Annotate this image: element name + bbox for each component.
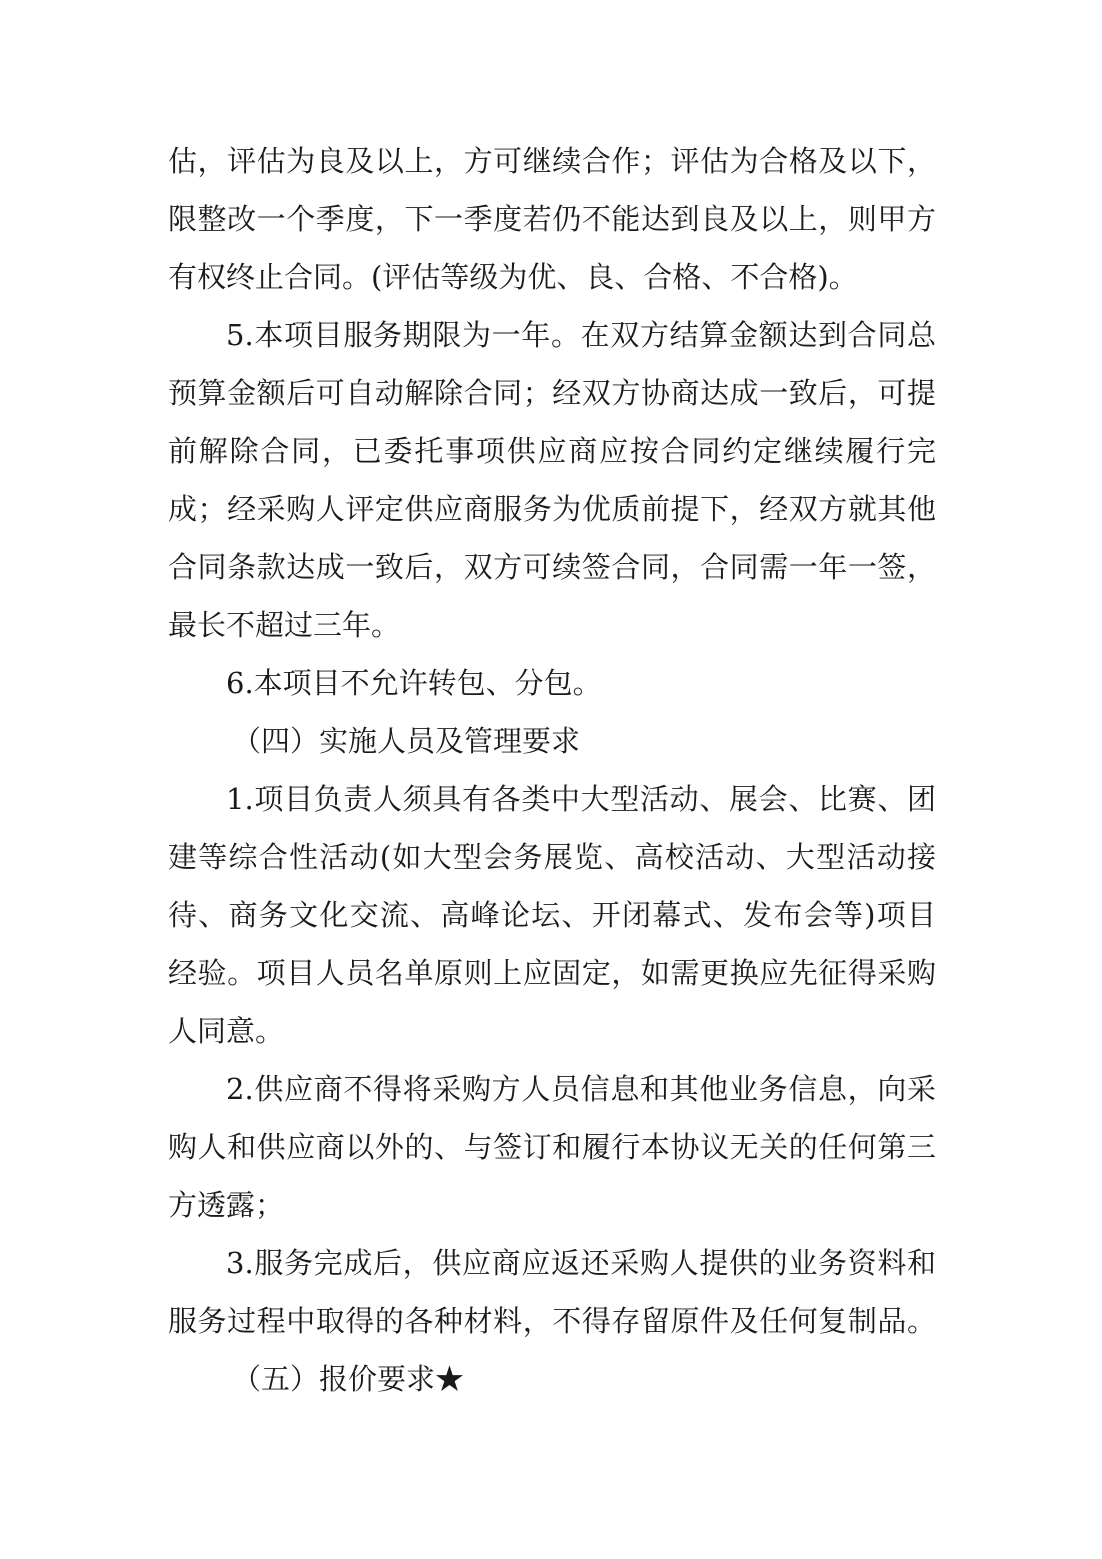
text-line: 待、商务文化交流、高峰论坛、开闭幕式、发布会等)项目 (168, 898, 936, 932)
text-line: 有权终止合同。(评估等级为优、良、合格、不合格)。 (168, 260, 858, 294)
text-line: 服务过程中取得的各种材料，不得存留原件及任何复制品。 (168, 1304, 936, 1338)
section-heading-5 (168, 1350, 936, 1408)
paragraph-item-5 (168, 306, 936, 654)
text-line: 购人和供应商以外的、与签订和履行本协议无关的任何第三 (168, 1130, 936, 1164)
paragraph-item-2 (168, 1060, 936, 1234)
paragraph-item-3 (168, 1234, 936, 1350)
text-line: 建等综合性活动(如大型会务展览、高校活动、大型活动接 (168, 840, 936, 874)
text-line: 最长不超过三年。 (168, 608, 401, 642)
section-heading-4 (168, 712, 936, 770)
text-line: 成；经采购人评定供应商服务为优质前提下，经双方就其他 (168, 492, 936, 526)
text-line: 方透露； (168, 1188, 285, 1222)
text-line: 预算金额后可自动解除合同；经双方协商达成一致后，可提 (168, 376, 936, 410)
heading-text: （四）实施人员及管理要求 (232, 724, 581, 758)
text-line: 估，评估为良及以上，方可继续合作；评估为合格及以下， (168, 144, 936, 178)
text-line: 5.本项目服务期限为一年。在双方结算金额达到合同总 (226, 318, 936, 352)
paragraph-item-6 (168, 654, 936, 712)
text-line: 2.供应商不得将采购方人员信息和其他业务信息，向采 (226, 1072, 936, 1106)
text-line: 1.项目负责人须具有各类中大型活动、展会、比赛、团 (226, 782, 936, 816)
text-line: 合同条款达成一致后，双方可续签合同，合同需一年一签， (168, 550, 936, 584)
heading-text: （五）报价要求★ (232, 1362, 465, 1396)
document-page (168, 132, 936, 1408)
text-line: 6.本项目不允许转包、分包。 (226, 666, 602, 700)
text-line: 人同意。 (168, 1014, 285, 1048)
text-line: 3.服务完成后，供应商应返还采购人提供的业务资料和 (226, 1246, 936, 1280)
paragraph-evaluation-continued (168, 132, 936, 306)
text-line: 经验。项目人员名单原则上应固定，如需更换应先征得采购 (168, 956, 936, 990)
paragraph-item-1 (168, 770, 936, 1060)
text-line: 前解除合同，已委托事项供应商应按合同约定继续履行完 (168, 434, 936, 468)
text-line: 限整改一个季度，下一季度若仍不能达到良及以上，则甲方 (168, 202, 936, 236)
